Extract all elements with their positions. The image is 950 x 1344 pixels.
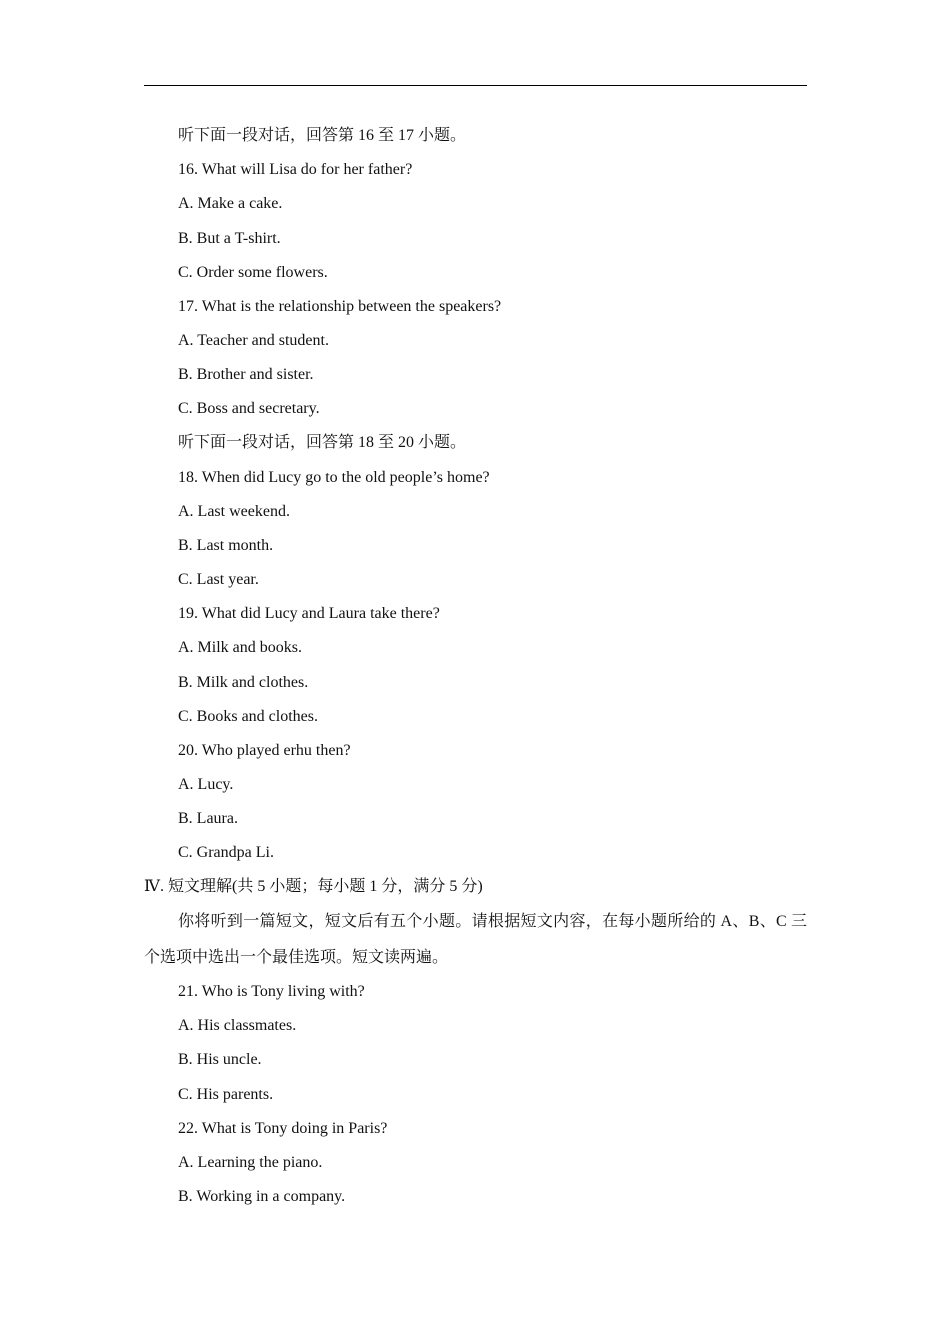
question-21: 21. Who is Tony living with? [178,983,365,1000]
option-20a: A. Lucy. [178,776,234,793]
question-18: 18. When did Lucy go to the old people’s home? [178,469,490,486]
option-16a: A. Make a cake. [178,195,283,212]
option-18a: A. Last weekend. [178,503,290,520]
section-instruction-cont: 个选项中选出一个最佳选项。短文读两遍。 [144,949,449,966]
option-18c: C. Last year. [178,571,259,588]
section-heading: Ⅳ. 短文理解(共 5 小题；每小题 1 分，满分 5 分) [144,878,483,895]
option-18b: B. Last month. [178,537,274,554]
option-22a: A. Learning the piano. [178,1154,323,1171]
option-16c: C. Order some flowers. [178,264,328,281]
option-20b: B. Laura. [178,810,238,827]
question-22: 22. What is Tony doing in Paris? [178,1120,388,1137]
option-22b: B. Working in a company. [178,1188,346,1205]
option-17c: C. Boss and secretary. [178,400,320,417]
option-16b: B. But a T-shirt. [178,230,281,247]
option-19a: A. Milk and books. [178,639,302,656]
option-20c: C. Grandpa Li. [178,844,274,861]
option-21a: A. His classmates. [178,1017,297,1034]
option-19b: B. Milk and clothes. [178,674,309,691]
option-19c: C. Books and clothes. [178,708,318,725]
question-20: 20. Who played erhu then? [178,742,351,759]
question-19: 19. What did Lucy and Laura take there? [178,605,440,622]
question-16: 16. What will Lisa do for her father? [178,161,413,178]
header-rule [144,85,807,86]
option-21b: B. His uncle. [178,1051,262,1068]
option-21c: C. His parents. [178,1086,274,1103]
section-instruction: 你将听到一篇短文，短文后有五个小题。请根据短文内容，在每小题所给的 A、B、C 三 [178,913,807,930]
option-17a: A. Teacher and student. [178,332,329,349]
section-instruction: 听下面一段对话，回答第 16 至 17 小题。 [178,127,467,144]
option-17b: B. Brother and sister. [178,366,314,383]
section-instruction: 听下面一段对话，回答第 18 至 20 小题。 [178,434,467,451]
question-17: 17. What is the relationship between the speakers? [178,298,502,315]
